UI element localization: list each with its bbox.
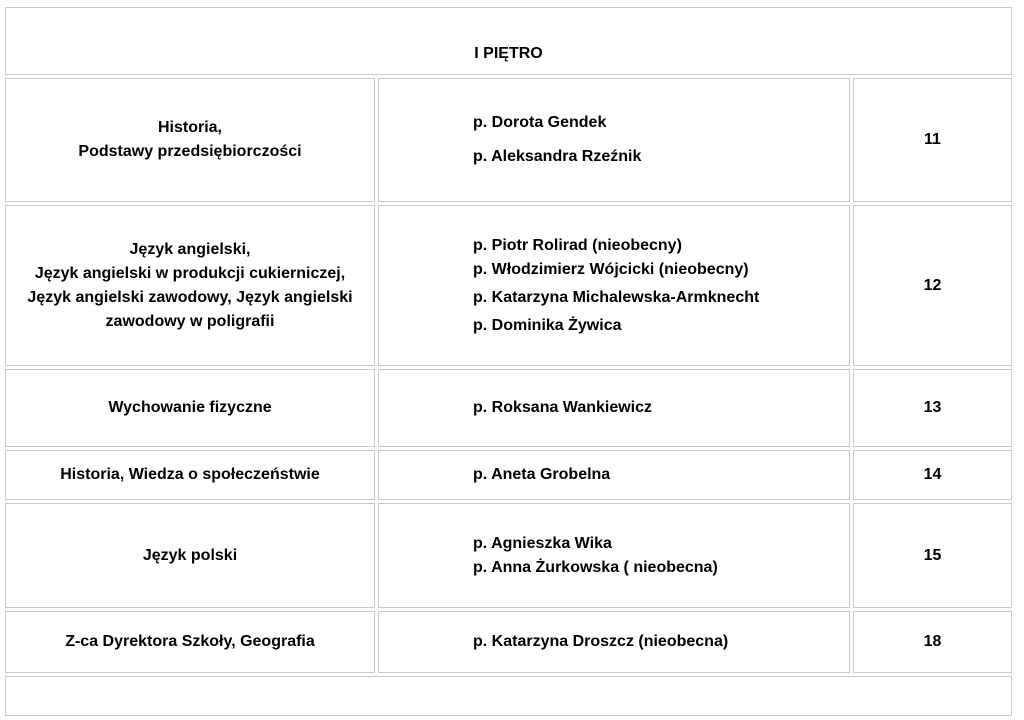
subject-cell [5, 205, 375, 366]
teacher-name: p. Aleksandra Rzeźnik [473, 148, 642, 165]
room-number: 11 [853, 78, 1012, 202]
room-number: 12 [853, 205, 1012, 366]
floor-title: I PIĘTRO [5, 7, 1012, 75]
subject-line: Język angielski w produkcji cukierniczej, [34, 264, 346, 282]
floor-room-table [2, 4, 1015, 719]
subject-line: Z-ca Dyrektora Szkoły, Geografia [65, 633, 315, 650]
teacher-name: p. Katarzyna Droszcz (nieobecna) [473, 633, 729, 650]
room-number: 14 [853, 450, 1012, 500]
empty-cell [5, 676, 1012, 716]
subject-line: Wychowanie fizyczne [108, 399, 272, 416]
table-row [5, 78, 1012, 202]
teacher-cell [378, 450, 850, 500]
subject-line: Historia, Wiedza o społeczeństwie [60, 466, 320, 483]
teacher-cell [378, 503, 850, 608]
subject-cell [5, 611, 375, 673]
room-number: 13 [853, 369, 1012, 447]
room-number: 15 [853, 503, 1012, 608]
teacher-name: p. Dorota Gendek [473, 114, 607, 131]
table-row [5, 503, 1012, 608]
title-row [5, 7, 1012, 75]
subject-line: Podstawy przedsiębiorczości [78, 143, 302, 160]
teacher-name: p. Dominika Żywica [473, 316, 622, 334]
teacher-name: p. Włodzimierz Wójcicki (nieobecny) [473, 260, 749, 278]
teacher-cell [378, 205, 850, 366]
teacher-cell [378, 78, 850, 202]
subject-cell [5, 503, 375, 608]
table-row [5, 611, 1012, 673]
teacher-name: p. Katarzyna Michalewska-Armknecht [473, 288, 760, 306]
subject-line: Język angielski zawodowy, Język angielski [27, 288, 353, 306]
table-row [5, 369, 1012, 447]
teacher-cell [378, 611, 850, 673]
subject-line: zawodowy w poligrafii [105, 312, 275, 330]
table-row [5, 450, 1012, 500]
subject-cell [5, 369, 375, 447]
teacher-name: p. Agnieszka Wika [473, 534, 612, 552]
teacher-name: p. Piotr Rolirad (nieobecny) [473, 236, 682, 254]
teacher-name: p. Roksana Wankiewicz [473, 399, 653, 416]
teacher-cell [378, 369, 850, 447]
subject-line: Język angielski, [129, 240, 251, 258]
teacher-name: p. Anna Żurkowska ( nieobecna) [473, 558, 718, 576]
subject-cell [5, 450, 375, 500]
table-row [5, 205, 1012, 366]
subject-line: Język polski [142, 546, 238, 564]
room-number: 18 [853, 611, 1012, 673]
empty-row [5, 676, 1012, 716]
subject-cell [5, 78, 375, 202]
subject-line: Historia, [157, 119, 222, 136]
teacher-name: p. Aneta Grobelna [473, 466, 611, 483]
